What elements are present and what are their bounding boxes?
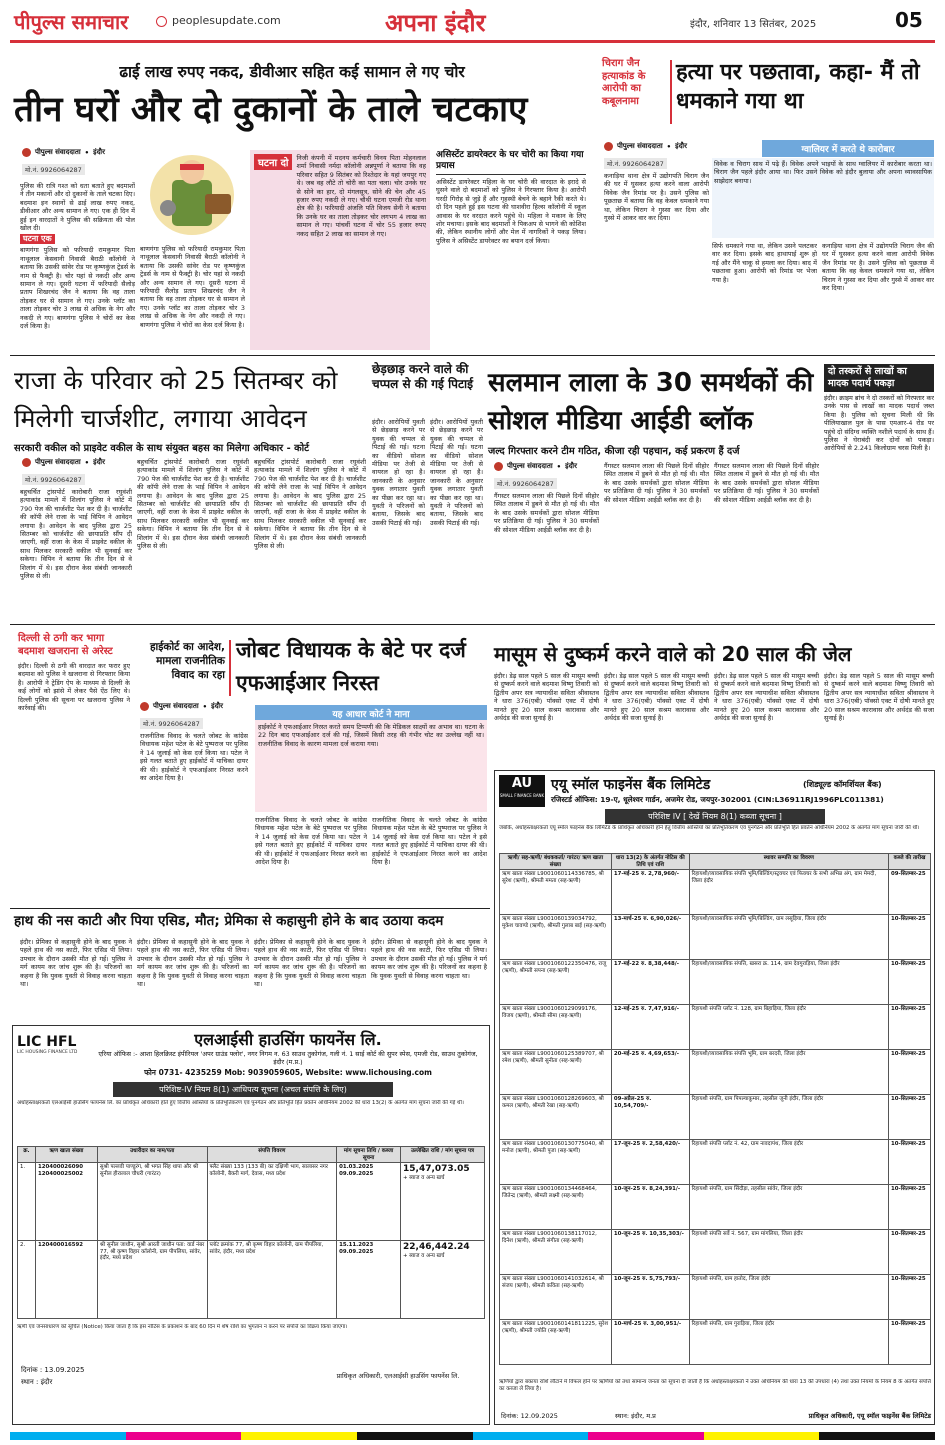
au-cell-b: 12-मई-25 रु. 7,47,916/- [611,1005,689,1050]
registration-bar [10,1432,935,1440]
story8-col2: राजनीतिक विवाद के चलते जोबट के कांग्रेस विधायक महेश पटेल के बेटे पुष्पराज पर पुलिस ने 14 जुलाई को केस दर्ज किया था। पटेल ने इसे गलत बताते हुए हाईकोर्ट में याचिका दायर की थी। हाईकोर्ट ने एफआईआर निरस्त करने का आदेश दिया है। [255,816,367,867]
byline-logo [494,462,503,471]
masthead [0,0,945,52]
story9-col2: इंदौर। डेढ़ साल पहले 5 साल की मासूम बच्ची से दुष्कर्म करने वाले बदमाश विष्णु तिवारी को द्वितीय अपर सत्र न्यायाधीश सविता श्रीवास्तव ने धारा 376(एबी) पॉक्सो एक्ट में दोषी मानते हुए 20 साल सश्रम कारावास और अर्थदंड की सजा सुनाई है। [604,672,709,723]
lic-date2: 09.09.2025 [339,1248,374,1255]
byline-city: इंदौर [93,458,105,466]
section-rule-3 [10,908,490,909]
lic-th-acc: ऋण खाता संख्या [35,1147,97,1163]
table-row [500,1095,931,1140]
story1-kicker: ढाई लाख रुपए नकद, डीवीआर सहित कई सामान ले गए चोर [119,63,465,81]
byline-name: पीपुल्स संवाददाता [507,462,553,470]
byline-name: पीपुल्स संवाददाता [617,142,663,150]
byline-mobile: मो.नं. 9926064287 [604,158,667,169]
lic-th-n: क्र. [18,1147,36,1163]
table-row [500,1320,931,1365]
au-cell-d: 10-सितम्बर-25 [889,1140,931,1185]
table-row [18,1241,485,1319]
table-row [500,1140,931,1185]
masthead-rule [10,40,935,43]
au-title: एयू स्मॉल फाइनेंस बैंक लिमिटेड [551,777,711,793]
story3-headline: राजा के परिवार को 25 सितम्बर को मिलेगी चार्जशीट, लगाया आवेदन [14,366,338,433]
byline-city: इंदौर [211,702,223,710]
au-address: रजिस्टर्ड ऑफिस: 19-ए, धूलेश्वर गार्डन, अजमेर रोड, जयपुर-302001 (CIN:L36911RJ1996PLC011381) [551,795,884,804]
byline-mobile: मो.नं. 9926064287 [494,478,557,489]
au-cell-a: ऋण खाता संख्या L9001060125389707, श्री रमेश (ऋणी), श्रीमती सुनीता (सह-ऋणी) [500,1050,612,1095]
au-cell-b: 20-मई-25 रु. 4,69,653/- [611,1050,689,1095]
au-cell-d: 10-सितम्बर-25 [889,1320,931,1365]
byline-mobile: मो.नं. 9926064287 [22,474,85,485]
website-link[interactable]: peoplesupdate.com [172,14,281,27]
story9-col3: इंदौर। डेढ़ साल पहले 5 साल की मासूम बच्ची से दुष्कर्म करने वाले बदमाश विष्णु तिवारी को द्वितीय अपर सत्र न्यायाधीश सविता श्रीवास्तव ने धारा 376(एबी) पॉक्सो एक्ट में दोषी मानते हुए 20 साल सश्रम कारावास और अर्थदंड की सजा सुनाई है। [714,672,819,723]
au-th-property: स्थावर सम्पत्ति का विवरण [689,854,888,870]
story2-box-body: विवेक व चिराग साथ में पढ़े हैं। विवेक अपने भाइयों के साथ ग्वालियर में कारोबार करता था। चिराग जैन पहले इंदौर आया था। फिर उसने विवेक को इंदौर बुलाया और अपना व्यावसायिक साझेदार बनाया। [712,158,934,238]
page-number: 05 [895,8,923,32]
lic-intro: अधोहस्ताक्षरकर्ता एलआईसी हाउसिंग फायनेंस लि. का प्राधिकृत अधिकारी होते हुए वित्तीय आस्तियों के प्रतिभूतिकरण एवं पुनर्गठन और प्रतिभूति हित प्रवर्तन अधिनियम 2002 की धारा 13(2) के अंतर्गत मांग सूचना जारी की गई थी। [17,1100,464,1106]
au-notice-title: परिशिष्ट IV [ देखें नियम 8(1) कब्जा सूचना ] [605,809,825,824]
lic-amount: 15,47,073.05 [403,1164,470,1175]
lic-cell-amt [401,1163,485,1241]
story2-divider [670,60,672,124]
lic-th-name: उधारीदार का नाम/पता [97,1147,207,1163]
story7-body: इंदौर। दिल्ली से ठगी की वारदात कर फरार हुए बदमाश को पुलिस ने खजराना से गिरफ्तार किया है। आरोपी ने ट्रेडिंग ऐप के माध्यम से दिल्ली के कई लोगों को झांसे में लेकर पैसे ऐंठ लिए थे। दिल्ली पुलिस की सूचना पर खजराना पुलिस ने कार्रवाई की। [18,662,130,713]
table-row [500,1275,931,1320]
globe-icon [156,16,167,27]
lic-phone: फोन 0731- 4235259 Mob: 9039059605, Website: www.lichousing.com [144,1068,432,1077]
lic-date2: 09.09.2025 [339,1170,374,1177]
story2-box-title: ग्वालियर में करते थे कारोबार [762,140,934,157]
story9-headline: मासूम से दुष्कर्म करने वाले को 20 साल की जेल [494,642,852,666]
lic-logo-text: LIC HFL [17,1034,77,1050]
au-cell-b: 17-मई-25 रु. 2,78,960/- [611,870,689,915]
story10-col2: इंदौर। प्रेमिका से कहासुनी होने के बाद युवक ने पहले हाथ की नस काटी, फिर एसिड पी लिया। उपचार के दौरान उसकी मौत हो गई। पुलिस ने मर्ग कायम कर जांच शुरू की है। परिजनों का कहना है कि युवक युवती से विवाह करना चाहता था। [137,938,249,989]
au-cell-d: 10-सितम्बर-25 [889,960,931,1005]
au-signer: प्राधिकृत अधिकारी, एयू स्मॉल फाइनेंस बैंक लिमिटेड [808,1412,931,1420]
story4-headline: छेड़छाड़ करने वाले की चप्पल से की गई पिटाई [372,362,474,391]
lic-table [17,1146,485,1319]
au-cell-b: 17-मई-22 रु. 8,38,448/- [611,960,689,1005]
lic-date1: 15.11.2023 [339,1242,374,1249]
table-row [500,1230,931,1275]
au-cell-a: ऋण खाता संख्या L9001060130775040, श्री मनोज (ऋणी), श्रीमती पूजा (सह-ऋणी) [500,1140,612,1185]
lic-ad [12,1025,490,1425]
lic-signer: प्राधिकृत अधिकारी, एलआईसी हाउसिंग फायनेंस लि. [336,1372,460,1380]
au-cell-c: रिहायशी संपत्ति, ग्राम हातोद, जिला इंदौर [689,1275,888,1320]
byline-name: पीपुल्स संवाददाता [35,148,81,156]
au-cell-b: 10-जून-25 रु. 5,75,793/- [611,1275,689,1320]
lic-amount: 22,46,442.24 [403,1242,470,1253]
story3-col1: बहुचर्चित ट्रांसपोर्ट कारोबारी राजा रघुवंशी हत्याकांड मामले में शिलांग पुलिस ने कोर्ट में 790 पेज की चार्जशीट पेश कर दी है। चार्जशीट की कॉपी लेने राजा के भाई विपिन ने आवेदन लगाया है। आवेदन के बाद पुलिस द्वारा 25 सितम्बर को चार्जशीट की छायाप्रति सौंप दी जाएगी, वहीं राजा के केस में प्राइवेट वकील के साथ मिलकर सरकारी वकील भी सुनवाई कर सकेगा। विपिन ने बताया कि तीन दिन से वे शिलांग में थे। इस दौरान केस संबंधी जानकारी पुलिस से ली। [20,488,132,581]
au-cell-a: ऋण खाता संख्या L9001060138117012, दिनेश (ऋणी), श्रीमती संगीता (सह-ऋणी) [500,1230,612,1275]
byline-logo [604,142,613,151]
thief-illustration [140,150,245,240]
au-cell-a: ऋण खाता संख्या L9001060141032614, श्री संजय (ऋणी), श्रीमती कविता (सह-ऋणी) [500,1275,612,1320]
au-cell-d: 10-सितम्बर-25 [889,1230,931,1275]
story10-col4: इंदौर। प्रेमिका से कहासुनी होने के बाद युवक ने पहले हाथ की नस काटी, फिर एसिड पी लिया। उपचार के दौरान उसकी मौत हो गई। पुलिस ने मर्ग कायम कर जांच शुरू की है। परिजनों का कहना है कि युवक युवती से विवाह करना चाहता था। [371,938,487,980]
au-cell-c: रिहायशी/व्यावसायिक संपत्ति भूमि, ग्राम बरदरी, जिला इंदौर [689,1050,888,1095]
table-row [500,915,931,960]
lic-th-amt: उल्लेखित राशि / मांग सूचना पत्र [401,1147,485,1163]
au-logo [499,775,545,807]
reg-cyan [10,1432,126,1440]
story8-divider [229,640,231,696]
story1-sidebody: असिस्टेंट डायरेक्टर महिला के घर चोरी की वारदात के इरादे से घुसने वाले दो बदमाशों को पुलिस ने गिरफ्तार किया है। आरोपी घरदी गिरोह से जुड़े हैं और गृहस्थी बेचने के बहाने रैकी करते थे। दो दिन पहले हुई इस घटना की घाशवीरा हिल्स कॉलोनी में स्कूल आवास के घर वरदात करने पहुंचे थे। महिला ने मकान के लिए शोर मचाया। इसके बाद बदमाशों ने पिकअप से भागने की कोशिश की, लेकिन स्थानीय लोगों और मेल में नागरिकों ने पकड़ लिया। पुलिस ने असिस्टेंट डायरेक्टर का बयान दर्ज किया। [436,178,586,245]
lic-title: एलआईसी हाउसिंग फायनेंस लि. [194,1030,382,1049]
story2-headline: हत्या पर पछतावा, कहा- मैं तो धमकाने गया था [676,60,920,114]
table-row [500,1185,931,1230]
reg-black [357,1432,473,1440]
dateline: इंदौर, शनिवार 13 सितंबर, 2025 [690,19,817,30]
story4-col2: इंदौर। आरोपियों युवती से छेड़छाड़ करने पर युवक की चप्पल से पिटाई की गई। घटना का वीडियो सोशल मीडिया पर तेजी से वायरल हो रहा है। जानकारी के अनुसार युवक लगातार युवती का पीछा कर रहा था। युवती ने परिजनों को बताया, जिसके बाद उसकी पिटाई की गई। [430,418,483,527]
story8-label: हाईकोर्ट का आदेश, मामला राजनीतिक विवाद का रहा [149,641,225,681]
byline-name: पीपुल्स संवाददाता [153,702,199,710]
byline-logo [22,148,31,157]
au-cell-c: रिहायशी/व्यावसायिक संपत्ति भूमि/बिल्डिंग/स्ट्रक्चर एवं फिक्चर के सभी अभिन्न अंग, ग्राम मेमदी, जिला इंदौर [689,870,888,915]
au-cell-c: रिहायशी संपत्ति, ग्राम पिपल्याकुमार, तहसील जूनी इंदौर, जिला इंदौर [689,1095,888,1140]
reg-cyan [473,1432,589,1440]
lic-cell: 1. [18,1163,36,1241]
au-intro: जबकि, अधोहस्ताक्षरकर्ता एयू स्मॉल फाइनेंस बैंक लिमिटेड के प्राधिकृत अधिकारी होने हेतु वित्तीय आस्तियों का प्रतिभूतिकरण एवं पुनर्गठन और प्रतिभूति हित प्रवर्तन अधिनियम 2002 के अंतर्गत मांग सूचना जारी की थी। [499,825,920,831]
story9-col1: इंदौर। डेढ़ साल पहले 5 साल की मासूम बच्ची से दुष्कर्म करने वाले बदमाश विष्णु तिवारी को द्वितीय अपर सत्र न्यायाधीश सविता श्रीवास्तव ने धारा 376(एबी) पॉक्सो एक्ट में दोषी मानते हुए 20 साल सश्रम कारावास और अर्थदंड की सजा सुनाई है। [494,672,599,723]
lic-cell-amt [401,1241,485,1319]
reg-black [819,1432,935,1440]
au-cell-d: 10-सितम्बर-25 [889,1095,931,1140]
byline-city: इंदौर [565,462,577,470]
au-table [499,853,931,1365]
au-cell-c: रिहायशी संपत्ति प्लॉट नं. 128, ग्राम बिहाड़िया, जिला इंदौर [689,1005,888,1050]
section-title: अपना इंदौर [385,9,486,37]
story1-para1: पुलिस की रात्रि गश्त को धता बताते हुए बदमाशों ने तीन मकानों और दो दुकानों के ताले चटका दिए। बदमाश इन स्थानों से ढाई लाख रुपए नकद, डीवीआर और अन्य सामान ले गए। एक ही दिन में हुई इन वारदातों ने पुलिस की सक्रियता की पोल खोल दी। [20,182,135,233]
story3-col2: बहुचर्चित ट्रांसपोर्ट कारोबारी राजा रघुवंशी हत्याकांड मामले में शिलांग पुलिस ने कोर्ट में 790 पेज की चार्जशीट पेश कर दी है। चार्जशीट की कॉपी लेने राजा के भाई विपिन ने आवेदन लगाया है। आवेदन के बाद पुलिस द्वारा 25 सितम्बर को चार्जशीट की छायाप्रति सौंप दी जाएगी, वहीं राजा के केस में प्राइवेट वकील के साथ मिलकर सरकारी वकील भी सुनवाई कर सकेगा। विपिन ने बताया कि तीन दिन से वे शिलांग में थे। इस दौरान केस संबंधी जानकारी पुलिस से ली। [137,458,249,551]
au-place: स्थान: इंदौर, म.प्र [615,1412,656,1420]
au-ad [494,770,935,1425]
story1-event2-box [250,150,430,350]
au-cell-a: ऋण खाता संख्या L9001060114336785, श्री सुरेश (ऋणी), श्रीमती ममता (सह-ऋणी) [500,870,612,915]
byline-bullet: • [666,142,672,151]
lic-notice-title: परिशिष्ट-IV नियम 8(1) आधिपत्य सूचना (अचल संपत्ति के लिए) [113,1082,393,1097]
story6-body: इंदौर। क्राइम ब्रांच ने दो तस्करों को गिरफ्तार कर उनके पास से लाखों का मादक पदार्थ जब्त किया है। पुलिस को सूचना मिली थी कि पीलियाखाल पुल के पास एमआर-4 रोड पर पहुंचे दो संदिग्ध व्यक्ति नशीले पदार्थ के साथ हैं। पुलिस ने घेराबंदी कर दोनों को पकड़ा। आरोपियों से 2.241 किलोग्राम चरस मिली है। [824,394,934,453]
story5-headline: सलमान लाला के 30 समर्थकों की सोशल मीडिया आईडी ब्लॉक [488,368,814,436]
reg-magenta [588,1432,704,1440]
lic-cell: 120400026090 120400025002 [35,1163,97,1241]
byline-city: इंदौर [675,142,687,150]
story3-subline: सरकारी वकील को प्राइवेट वकील के साथ संयुक्त बहस का मिलेगा अधिकार - कोर्ट [14,443,310,454]
au-cell-c: रिहायशी संपत्ति सर्वे नं. 567, ग्राम मांगलिया, जिला इंदौर [689,1230,888,1275]
lic-logo [17,1034,85,1066]
byline-mobile: मो.नं. 9926064287 [22,164,85,175]
au-th-notice: धारा 13(2) के अंतर्गत नोटिस की तिथि एवं राशि [611,854,689,870]
byline-bullet: • [84,148,90,157]
story5-col1: गैंगस्टर सलमान लाला की पिछले दिनों सीहोर स्थित तालाब में डूबने से मौत हो गई थी। मौत के बाद उसके समर्थकों द्वारा सोशल मीडिया पर प्रतिक्रिया दी गई। पुलिस ने 30 समर्थकों की सोशल मीडिया आईडी ब्लॉक कर दी है। [494,492,599,534]
reg-yellow [241,1432,357,1440]
au-cell-d: 10-सितम्बर-25 [889,1005,931,1050]
au-cell-c: रिहायशी संपत्ति प्लॉट नं. 42, ग्राम नावदापंथ, जिला इंदौर [689,1140,888,1185]
story8-col1: राजनीतिक विवाद के चलते जोबट के कांग्रेस विधायक महेश पटेल के बेटे पुष्पराज पर पुलिस ने 14 जुलाई को केस दर्ज किया था। पटेल ने इसे गलत बताते हुए हाईकोर्ट में याचिका दायर की थी। हाईकोर्ट ने एफआईआर निरस्त करने का आदेश दिया है। [140,732,248,783]
story8-headline: जोबट विधायक के बेटे पर दर्ज एफआईआर निरस्त [236,638,466,695]
byline-mobile: मो.नं. 9926064287 [140,718,203,729]
au-cell-b: 10-जून-25 रु. 10,35,303/- [611,1230,689,1275]
au-cell-a: ऋण खाता संख्या L9001060129099176, विजय (ऋणी), श्रीमती सीमा (सह-ऋणी) [500,1005,612,1050]
lic-place: स्थान : इंदौर [21,1378,53,1386]
au-cell-c: रिहायशी संपत्ति, ग्राम गुराड़िया, जिला इंदौर [689,1320,888,1365]
section-rule-2 [10,624,935,625]
lic-logo-sub: LIC HOUSING FINANCE LTD [17,1050,78,1055]
byline-name: पीपुल्स संवाददाता [35,458,81,466]
story10-headline: हाथ की नस काटी और पिया एसिड, मौत; प्रेमिका से कहासुनी होने के बाद उठाया कदम [14,913,444,929]
au-cell-d: 10-सितम्बर-25 [889,1050,931,1095]
au-cell-d: 09-सितम्बर-25 [889,870,931,915]
story4-col1: इंदौर। आरोपियों युवती से छेड़छाड़ करने पर युवक की चप्पल से पिटाई की गई। घटना का वीडियो सोशल मीडिया पर तेजी से वायरल हो रहा है। जानकारी के अनुसार युवक लगातार युवती का पीछा कर रहा था। युवती ने परिजनों को बताया, जिसके बाद उसकी पिटाई की गई। [372,418,425,527]
byline-city: इंदौर [93,148,105,156]
byline-logo [140,702,149,711]
story5-subline: जल्द गिरफ्तार करने टीम गठित, कीजा रही पहचान, कई प्रकरण हैं दर्ज [488,446,740,457]
au-cell-c: रिहायशी संपत्ति, ग्राम सिंदौड़ा, तहसील सांवेर, जिला इंदौर [689,1185,888,1230]
lic-cell-dates [337,1241,401,1319]
table-row [500,1050,931,1095]
story10-col1: इंदौर। प्रेमिका से कहासुनी होने के बाद युवक ने पहले हाथ की नस काटी, फिर एसिड पी लिया। उपचार के दौरान उसकी मौत हो गई। पुलिस ने मर्ग कायम कर जांच शुरू की है। परिजनों का कहना है कि युवक युवती से विवाह करना चाहता था। [20,938,132,989]
reg-yellow [704,1432,820,1440]
table-row [500,960,931,1005]
au-cell-a: ऋण खाता संख्या L9001060128269603, श्री कमल (ऋणी), श्रीमती रेखा (सह-ऋणी) [500,1095,612,1140]
story8-col3: राजनीतिक विवाद के चलते जोबट के कांग्रेस विधायक महेश पटेल के बेटे पुष्पराज पर पुलिस ने 14 जुलाई को केस दर्ज किया था। पटेल ने इसे गलत बताते हुए हाईकोर्ट में याचिका दायर की थी। हाईकोर्ट ने एफआईआर निरस्त करने का आदेश दिया है। [372,816,487,867]
au-cell-b: 10-जून-25 रु. 8,24,391/- [611,1185,689,1230]
au-date: दिनांक: 12.09.2025 [501,1412,558,1420]
au-cell-b: 09-अप्रैल-25 रु. 10,54,709/- [611,1095,689,1140]
lic-cell: फ्लैट संख्या 133 (133 बी) का दक्षिणी भाग, सालासर नगर कॉलोनी, बैकरी मार्ग, देवास, मध्य प्रदेश [207,1163,337,1241]
lic-date: दिनांक : 13.09.2025 [21,1366,85,1374]
au-logo-text: AU [511,776,533,791]
story7-headline: दिल्ली से ठगी कर भागा बदमाश खजराना से अरेस्ट [18,633,113,657]
au-cell-a: ऋण खाता संख्या L9001060122350476, राजू (ऋणी), श्रीमती सपना (सह-ऋणी) [500,960,612,1005]
au-logo-sub: SMALL FINANCE BANK [499,793,545,798]
lic-th-prop: संपत्ति विवरण [207,1147,337,1163]
story2-col1: कनाड़िया थाना क्षेत्र में उद्योगपति चिराग जैन की घर में घुसकर हत्या करने वाला आरोपी विवेक जैन रिमांड पर है। उसने पुलिस को पूछताछ में बताया कि वह केवल धमकाने गया था, लेकिन चिराग ने गुस्सा कर दिया और गुस्से में आकर वार कर दिया। [604,172,709,223]
story1-tag: घटना दो [254,154,292,170]
brand-logo: पीपुल्स समाचार [14,10,129,34]
story8-box-title: यह आधार कोर्ट ने माना [255,705,487,722]
au-cell-b: 10-मार्च-25 रु. 3,00,951/- [611,1320,689,1365]
lic-cell: 2. [18,1241,36,1319]
lic-cell: सुश्री पल्लवी पाण्डुरंग, श्री भगत सिंह थापा और श्री सुनील हीरालाल चौधरी (गारंटर) [97,1163,207,1241]
story1-event2-text: निजी कंपनी में मदनय कर्मचारी विनय पिता मोहनलाल शर्मा निवासी नर्मदा कॉलोनी अन्नपूर्णा ने बताया कि वह परिवार सहित 9 सितंबर को रिश्तेदार के यहां जयपुर गए थे। जब वह लौटे तो चोरी का पता चला। चोर उनके घर से सोने का हार, दो मंगलसूत्र, सोने की चेन और 45 हजार रुपए नकदी ले गए। चौथी घटना एमजी रोड थाना क्षेत्र की है। फरियादी अंजलि पति विजय सेनी ने बताया कि उनके घर का ताला तोड़कर चोर लगभग 4 लाख का सामान ले गए। पांचवीं घटना में चोर 55 हजार रुपए नकद सहित 2 लाख का सामान ले गए। [296,154,426,238]
story1-headline: तीन घरों और दो दुकानों के ताले चटकाए [14,90,528,130]
au-th-borrower: ऋणी/ सह-ऋणी/ बंधककर्ता/ गारंटर/ ऋण खाता संख्या [500,854,612,870]
lic-cell-dates [337,1163,401,1241]
lic-amount-note: + ब्याज व अन्य खर्च [403,1253,445,1260]
byline-bullet: • [202,702,208,711]
section-rule-1 [10,355,935,356]
story2-col2: सिर्फ धमकाने गया था, लेकिन उसने पलटकर वार कर दिया। इसके बाद हाथापाई शुरू हो गई और मैंने चाकू से हमला कर दिया। बाद में पछतावा हुआ। आरोपी को रिमांड पर भेजा गया है। [712,242,817,284]
lic-amount-note: + ब्याज व अन्य खर्च [403,1175,445,1182]
story2-col3: कनाड़िया थाना क्षेत्र में उद्योगपति चिराग जैन की घर में घुसकर हत्या करने वाला आरोपी विवेक जैन रिमांड पर है। उसने पुलिस को पूछताछ में बताया कि वह केवल धमकाने गया था, लेकिन चिराग ने गुस्सा कर दिया और गुस्से में आकर वार कर दिया। [822,242,934,293]
table-row [500,870,931,915]
story1-sidebox [436,150,586,350]
story10-col3: इंदौर। प्रेमिका से कहासुनी होने के बाद युवक ने पहले हाथ की नस काटी, फिर एसिड पी लिया। उपचार के दौरान उसकी मौत हो गई। पुलिस ने मर्ग कायम कर जांच शुरू की है। परिजनों का कहना है कि युवक युवती से विवाह करना चाहता था। [254,938,366,989]
au-cell-a: ऋण खाता संख्या L9001060141811225, सुरेश (ऋणी), श्रीमती ज्योति (सह-ऋणी) [500,1320,612,1365]
lic-cell: प्लॉट क्रमांक 77, श्री कृष्ण विहार कॉलोनी, ग्राम पीपलिया, सांवेर, इंदौर, मध्य प्रदेश [207,1241,337,1319]
au-th-date: कब्जे की तारीख [889,854,931,870]
lic-address: एरिया ऑफिस :- आशा हिलक्रिस्ट इंपीरियल 'अपर ग्राउंड फ्लोर', नगर निगम न. 63 साउथ तुकोगंज, गली नं. 1 साई कोर्ट की सुपर स्पेस, एमजी रोड, साउथ तुकोगंज, इंदौर (म.प्र.) [98,1050,478,1066]
lic-date1: 01.03.2025 [339,1164,374,1171]
story6-headline: दो तस्करों से लाखों का मादक पदार्थ पकड़ा [824,364,934,392]
story1-col2 [140,245,245,350]
story1-sidehead: असिस्टेंट डायरेक्टर के घर चोरी का किया गया प्रयास [436,150,586,175]
lic-footer: ऋणी एवं जनसाधारण को सूचित (Notice) किया जाता है कि इस नोटिस के प्रकाशन के बाद 60 दिन में शेष राशि का भुगतान न करने पर संपत्ति का विक्रय किया जाएगा। [17,1324,348,1330]
story3-col3: बहुचर्चित ट्रांसपोर्ट कारोबारी राजा रघुवंशी हत्याकांड मामले में शिलांग पुलिस ने कोर्ट में 790 पेज की चार्जशीट पेश कर दी है। चार्जशीट की कॉपी लेने राजा के भाई विपिन ने आवेदन लगाया है। आवेदन के बाद पुलिस द्वारा 25 सितम्बर को चार्जशीट की छायाप्रति सौंप दी जाएगी, वहीं राजा के केस में प्राइवेट वकील के साथ मिलकर सरकारी वकील भी सुनवाई कर सकेगा। विपिन ने बताया कि तीन दिन से वे शिलांग में थे। इस दौरान केस संबंधी जानकारी पुलिस से ली। [254,458,366,551]
byline-bullet: • [556,462,562,471]
au-cell-b: 17-जून-25 रु. 2,58,420/- [611,1140,689,1185]
au-cell-c: रिहायशी/व्यावसायिक संपत्ति भूमि/बिल्डिंग, ग्राम लसूड़िया, जिला इंदौर [689,915,888,960]
table-row [18,1163,485,1241]
story5-col2: गैंगस्टर सलमान लाला की पिछले दिनों सीहोर स्थित तालाब में डूबने से मौत हो गई थी। मौत के बाद उसके समर्थकों द्वारा सोशल मीडिया पर प्रतिक्रिया दी गई। पुलिस ने 30 समर्थकों की सोशल मीडिया आईडी ब्लॉक कर दी है। [604,462,709,504]
table-row [500,1005,931,1050]
story9-col4: इंदौर। डेढ़ साल पहले 5 साल की मासूम बच्ची से दुष्कर्म करने वाले बदमाश विष्णु तिवारी को द्वितीय अपर सत्र न्यायाधीश सविता श्रीवास्तव ने धारा 376(एबी) पॉक्सो एक्ट में दोषी मानते हुए 20 साल सश्रम कारावास और अर्थदंड की सजा सुनाई है। [824,672,934,723]
byline-bullet: • [84,458,90,467]
story1-para2b: बाणगंगा पुलिस को फरियादी रामकुमार पिता नाथूलाल केसवानी निवासी बैराठी कॉलोनी ने बताया कि उसकी सांवेर रोड पर कृष्णकुंज ट्रेडर्स के नाम से फैक्ट्री है। चोर यहां से नकदी और अन्य सामान ले गए। दूसरी घटना में फरियादी सैलोड़ प्रताप शिखरचंद जैन ने बताया कि वह ताला तोड़कर घर से सामान ले गए। उनके प्लॉट का ताला तोड़कर चोर 3 लाख से अधिक के नेग और नकदी ले गए। बाणगंगा पुलिस ने चोरों का केस दर्ज किया है। [140,245,245,329]
lic-th-date: मांग सूचना तिथि / कब्जा सूचना [337,1147,401,1163]
story8-box-body: हाईकोर्ट ने एफआईआर निरस्त करते समय टिप्पणी की कि मेडिकल साक्ष्यों का अभाव था। घटना के 22 दिन बाद एफआईआर दर्ज की गई, जिसमें किसी तरह की गंभीर चोट का उल्लेख नहीं था। राजनीतिक विवाद के कारण मामला दर्ज कराया गया। [255,720,487,812]
au-cell-c: रिहायशी/व्यावसायिक संपत्ति, खसरा क्र. 114, ग्राम देवगुराड़िया, जिला इंदौर [689,960,888,1005]
au-cell-a: ऋण खाता संख्या L9001060134468464, जितेन्द्र (ऋणी), श्रीमती लक्ष्मी (सह-ऋणी) [500,1185,612,1230]
byline-logo [22,458,31,467]
au-cell-d: 10-सितम्बर-25 [889,1185,931,1230]
lic-cell: 120400016592 [35,1241,97,1319]
au-footer: ऋणियों द्वारा बकाया राशि लौटाने में विफल होने पर ऋणियों को तथा सामान्य जनता को सूचना दी जाती है कि अधोहस्ताक्षरकर्ता ने उक्त अधिनियम की धारा 13 की उपधारा (4) तथा उक्त नियमों के नियम 8 के अंतर्गत संपत्ति का कब्जा ले लिया है। [499,1379,931,1392]
au-cell-a: ऋण खाता संख्या L9001060139034792, मुकेश चावण्डे (ऋणी), श्रीमती गुलाब बाई (सह-ऋणी) [500,915,612,960]
au-cell-d: 10-सितम्बर-25 [889,1275,931,1320]
lic-cell: श्री सुनील जाधौन, सुश्री आरती जाधौन पता: वार्ड नंबर 77, श्री कृष्ण विहार कॉलोनी, ग्राम पीपलिया, सांवेर, इंदौर, मध्य प्रदेश [97,1241,207,1319]
story1-col1 [20,182,135,350]
reg-magenta [126,1432,242,1440]
au-cell-b: 13-मार्च-25 रु. 6,90,026/- [611,915,689,960]
au-cell-d: 10-सितम्बर-25 [889,915,931,960]
story1-para2: बाणगंगा पुलिस को फरियादी रामकुमार पिता नाथूलाल केसवानी निवासी बैराठी कॉलोनी ने बताया कि उसकी सांवेर रोड पर कृष्णकुंज ट्रेडर्स के नाम से फैक्ट्री है। चोर यहां से नकदी और अन्य सामान ले गए। दूसरी घटना में फरियादी सैलोड़ प्रताप शिखरचंद जैन ने बताया कि वह ताला तोड़कर घर से सामान ले गए। उनके प्लॉट का ताला तोड़कर चोर 3 लाख से अधिक के नेग और नकदी ले गए। बाणगंगा पुलिस ने चोरों का केस दर्ज किया है। [20,246,135,331]
au-subtitle: (शिड्यूल्ड कॉमर्शियल बैंक) [803,780,882,789]
story2-label: चिराग जैन हत्याकांड के आरोपी का कबूलनामा [602,58,646,107]
story1-subhead: घटना एक [20,234,55,244]
story5-col3: गैंगस्टर सलमान लाला की पिछले दिनों सीहोर स्थित तालाब में डूबने से मौत हो गई थी। मौत के बाद उसके समर्थकों द्वारा सोशल मीडिया पर प्रतिक्रिया दी गई। पुलिस ने 30 समर्थकों की सोशल मीडिया आईडी ब्लॉक कर दी है। [714,462,819,504]
